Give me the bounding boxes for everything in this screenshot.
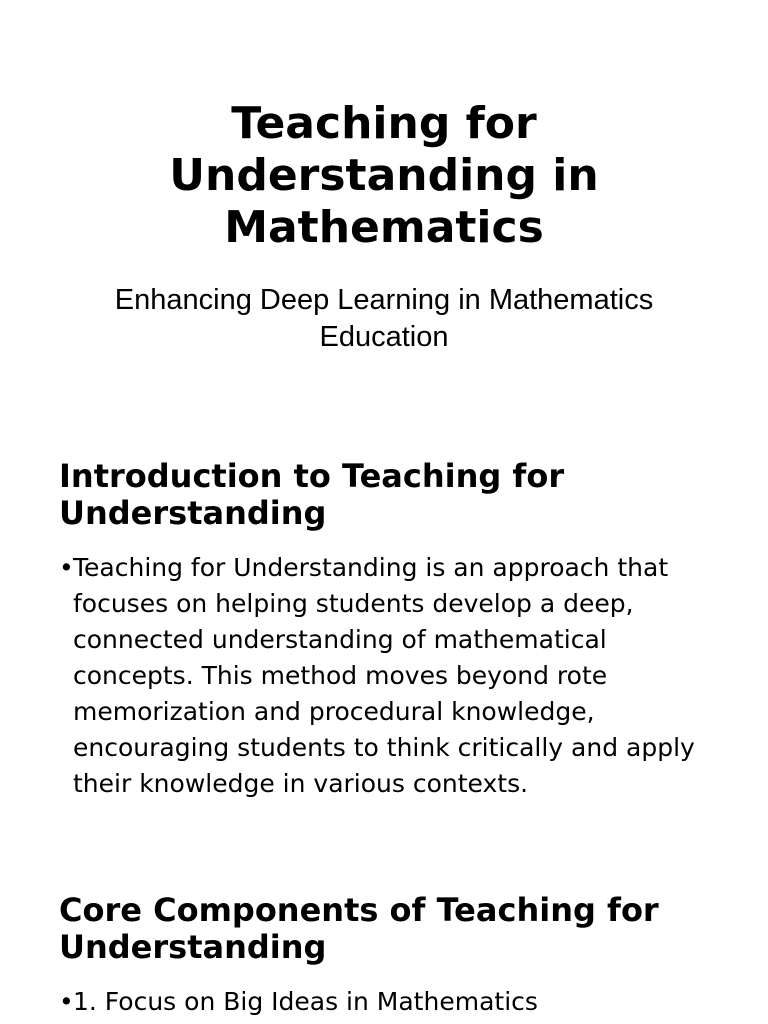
bullet-icon: • xyxy=(59,987,74,1016)
bullet-list-core-components xyxy=(59,984,729,1020)
bullet-text: Teaching for Understanding is an approach that focuses on helping students develop a deep, connected understanding of mathematical concepts. This method moves beyond rote memorization and procedural knowledge, encouraging students to think critically and apply their knowledge in various contexts. xyxy=(73,553,695,798)
bullet-item xyxy=(59,550,729,802)
section-heading-introduction: Introduction to Teaching for Understanding xyxy=(59,457,565,532)
bullet-text: 1. Focus on Big Ideas in Mathematics xyxy=(73,987,538,1016)
presentation-title: Teaching for Understanding in Mathematics xyxy=(169,98,599,253)
presentation-subtitle: Enhancing Deep Learning in Mathematics Education xyxy=(114,284,654,353)
bullet-item xyxy=(59,984,729,1020)
bullet-icon: • xyxy=(59,553,74,582)
section-heading-core-components: Core Components of Teaching for Understanding xyxy=(59,891,659,966)
bullet-list-introduction xyxy=(59,550,729,802)
